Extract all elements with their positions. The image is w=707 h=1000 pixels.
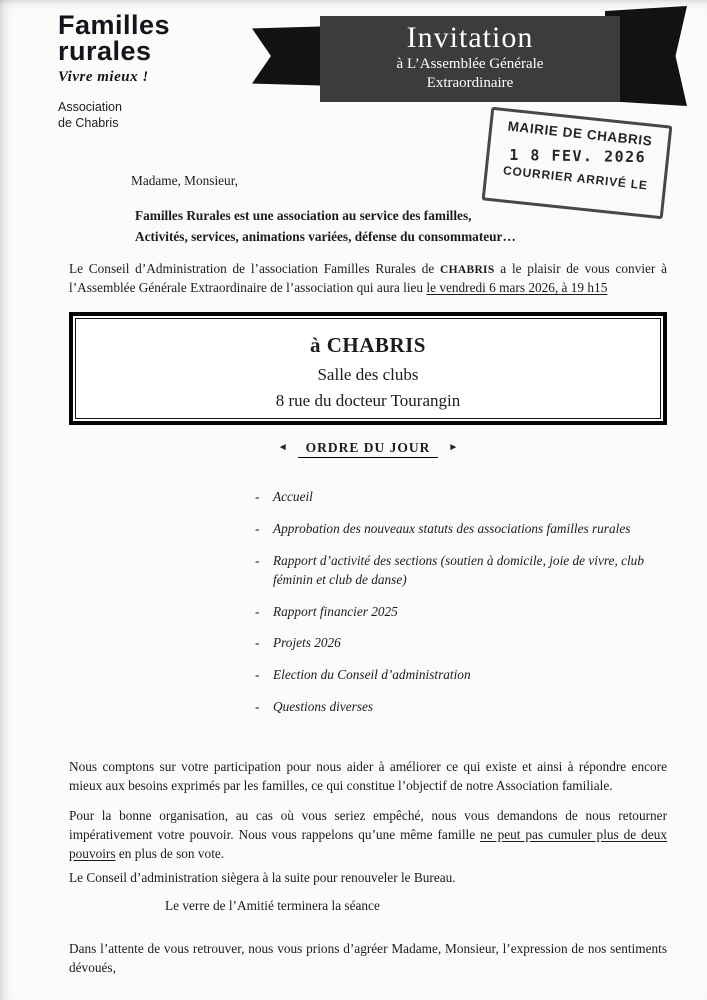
invitation-banner: [250, 6, 687, 106]
stamp-label: COURRIER ARRIVÉ LE: [502, 163, 649, 193]
invitation-text-2: a le plaisir de vous convier à l’Assemblée Générale Extraordinaire de l’association qui aura lieu: [69, 261, 667, 296]
venue-address: 8 rue du docteur Tourangin: [275, 390, 461, 410]
banner-body: [320, 16, 620, 102]
agenda-item-dash: -: [255, 520, 260, 536]
agenda-item-dash: -: [255, 489, 260, 505]
agenda-item: [255, 551, 667, 590]
invitation-date: le vendredi 6 mars 2026, à 19 h15: [426, 280, 608, 296]
toast-line: Le verre de l’Amitié terminera la séance: [165, 897, 380, 913]
pouvoir-paragraph: [69, 807, 667, 864]
invitation-paragraph: [69, 260, 667, 298]
logo-association-line1: Association: [58, 100, 122, 114]
stamp-date: 1 8 FEV. 2026: [509, 145, 647, 167]
pouvoir-underlined: ne peut pas cumuler plus de deux pouvoirs: [69, 826, 667, 861]
venue-box-inner: [75, 318, 661, 419]
agenda-list: [255, 487, 667, 716]
banner-subtitle-2: Extraordinaire: [426, 75, 514, 91]
intro-line2: Activités, services, animations variées, défense du consommateur…: [135, 229, 516, 245]
agenda-item-text: Rapport d’activité des sections (soutien à domicile, joie de vivre, club féminin et club de danse): [273, 552, 644, 587]
stamp-org: MAIRIE DE CHABRIS: [507, 118, 654, 149]
logo-word-rurales: rurales: [58, 36, 152, 66]
closing-paragraph: Dans l’attente de vous retrouver, nous vous prions d’agréer Madame, Monsieur, l’expression de nos sentiments dévoués,: [69, 941, 667, 976]
left-arrow-icon: ◄: [277, 441, 288, 453]
logo-word-familles: Familles: [58, 10, 171, 40]
agenda-item: [255, 602, 667, 621]
agenda-item-dash: -: [255, 552, 260, 568]
intro-bold: [135, 205, 667, 248]
agenda-item-dash: -: [255, 603, 260, 619]
letter-body: [69, 172, 667, 978]
logo-association: [58, 99, 170, 131]
agenda-item-text: Rapport financier 2025: [273, 603, 398, 619]
agenda-item-dash: -: [255, 698, 260, 714]
invitation-text-1: Le Conseil d’Administration de l’association Familles Rurales de: [69, 261, 441, 277]
venue-room: Salle des clubs: [317, 364, 419, 384]
agenda-item: [255, 633, 667, 652]
agenda-item-text: Questions diverses: [273, 698, 374, 714]
agenda-item: [255, 697, 667, 716]
agenda-heading: [69, 438, 667, 457]
agenda-title: ORDRE DU JOUR: [298, 440, 439, 458]
agenda-item-dash: -: [255, 667, 260, 683]
banner-subtitle-1: à L’Assemblée Générale: [396, 56, 544, 72]
agenda-item-text: Accueil: [273, 489, 313, 505]
conseil-paragraph: Le Conseil d’administration siègera à la suite pour renouveler le Bureau.: [69, 869, 456, 885]
agenda-item-text: Projets 2026: [273, 635, 341, 651]
agenda-item-text: Election du Conseil d’administration: [273, 667, 471, 683]
pouvoir-text-2: en plus de son vote.: [115, 845, 225, 861]
invitation-city: CHABRIS: [440, 264, 495, 277]
agenda-item: [255, 487, 667, 506]
agenda-item: [255, 519, 667, 538]
intro-line1: Familles Rurales est une association au service des familles,: [135, 207, 472, 223]
familles-rurales-logo: [58, 12, 170, 131]
salutation: Madame, Monsieur,: [131, 173, 238, 188]
logo-association-line2: de Chabris: [58, 116, 119, 130]
banner-title: Invitation: [406, 21, 534, 54]
agenda-item: [255, 665, 667, 684]
venue-city: à CHABRIS: [310, 333, 426, 358]
logo-tagline: Vivre mieux !: [58, 69, 149, 85]
agenda-item-dash: -: [255, 635, 260, 651]
participation-paragraph: Nous comptons sur votre participation pour nous aider à améliorer ce qui existe et ainsi à répondre encore mieux aux besoins exprimés par les familles, ce qui constitue l’objectif de notre Association familiale.: [69, 759, 667, 794]
agenda-item-text: Approbation des nouveaux statuts des associations familles rurales: [273, 520, 631, 536]
right-arrow-icon: ►: [448, 441, 459, 453]
pouvoir-text-1: Pour la bonne organisation, au cas où vous seriez empêché, nous vous demandons de nous retourner impérativement votre pouvoir. Nous vous rappelons qu’une même famille: [69, 808, 667, 842]
venue-box: [69, 312, 667, 425]
